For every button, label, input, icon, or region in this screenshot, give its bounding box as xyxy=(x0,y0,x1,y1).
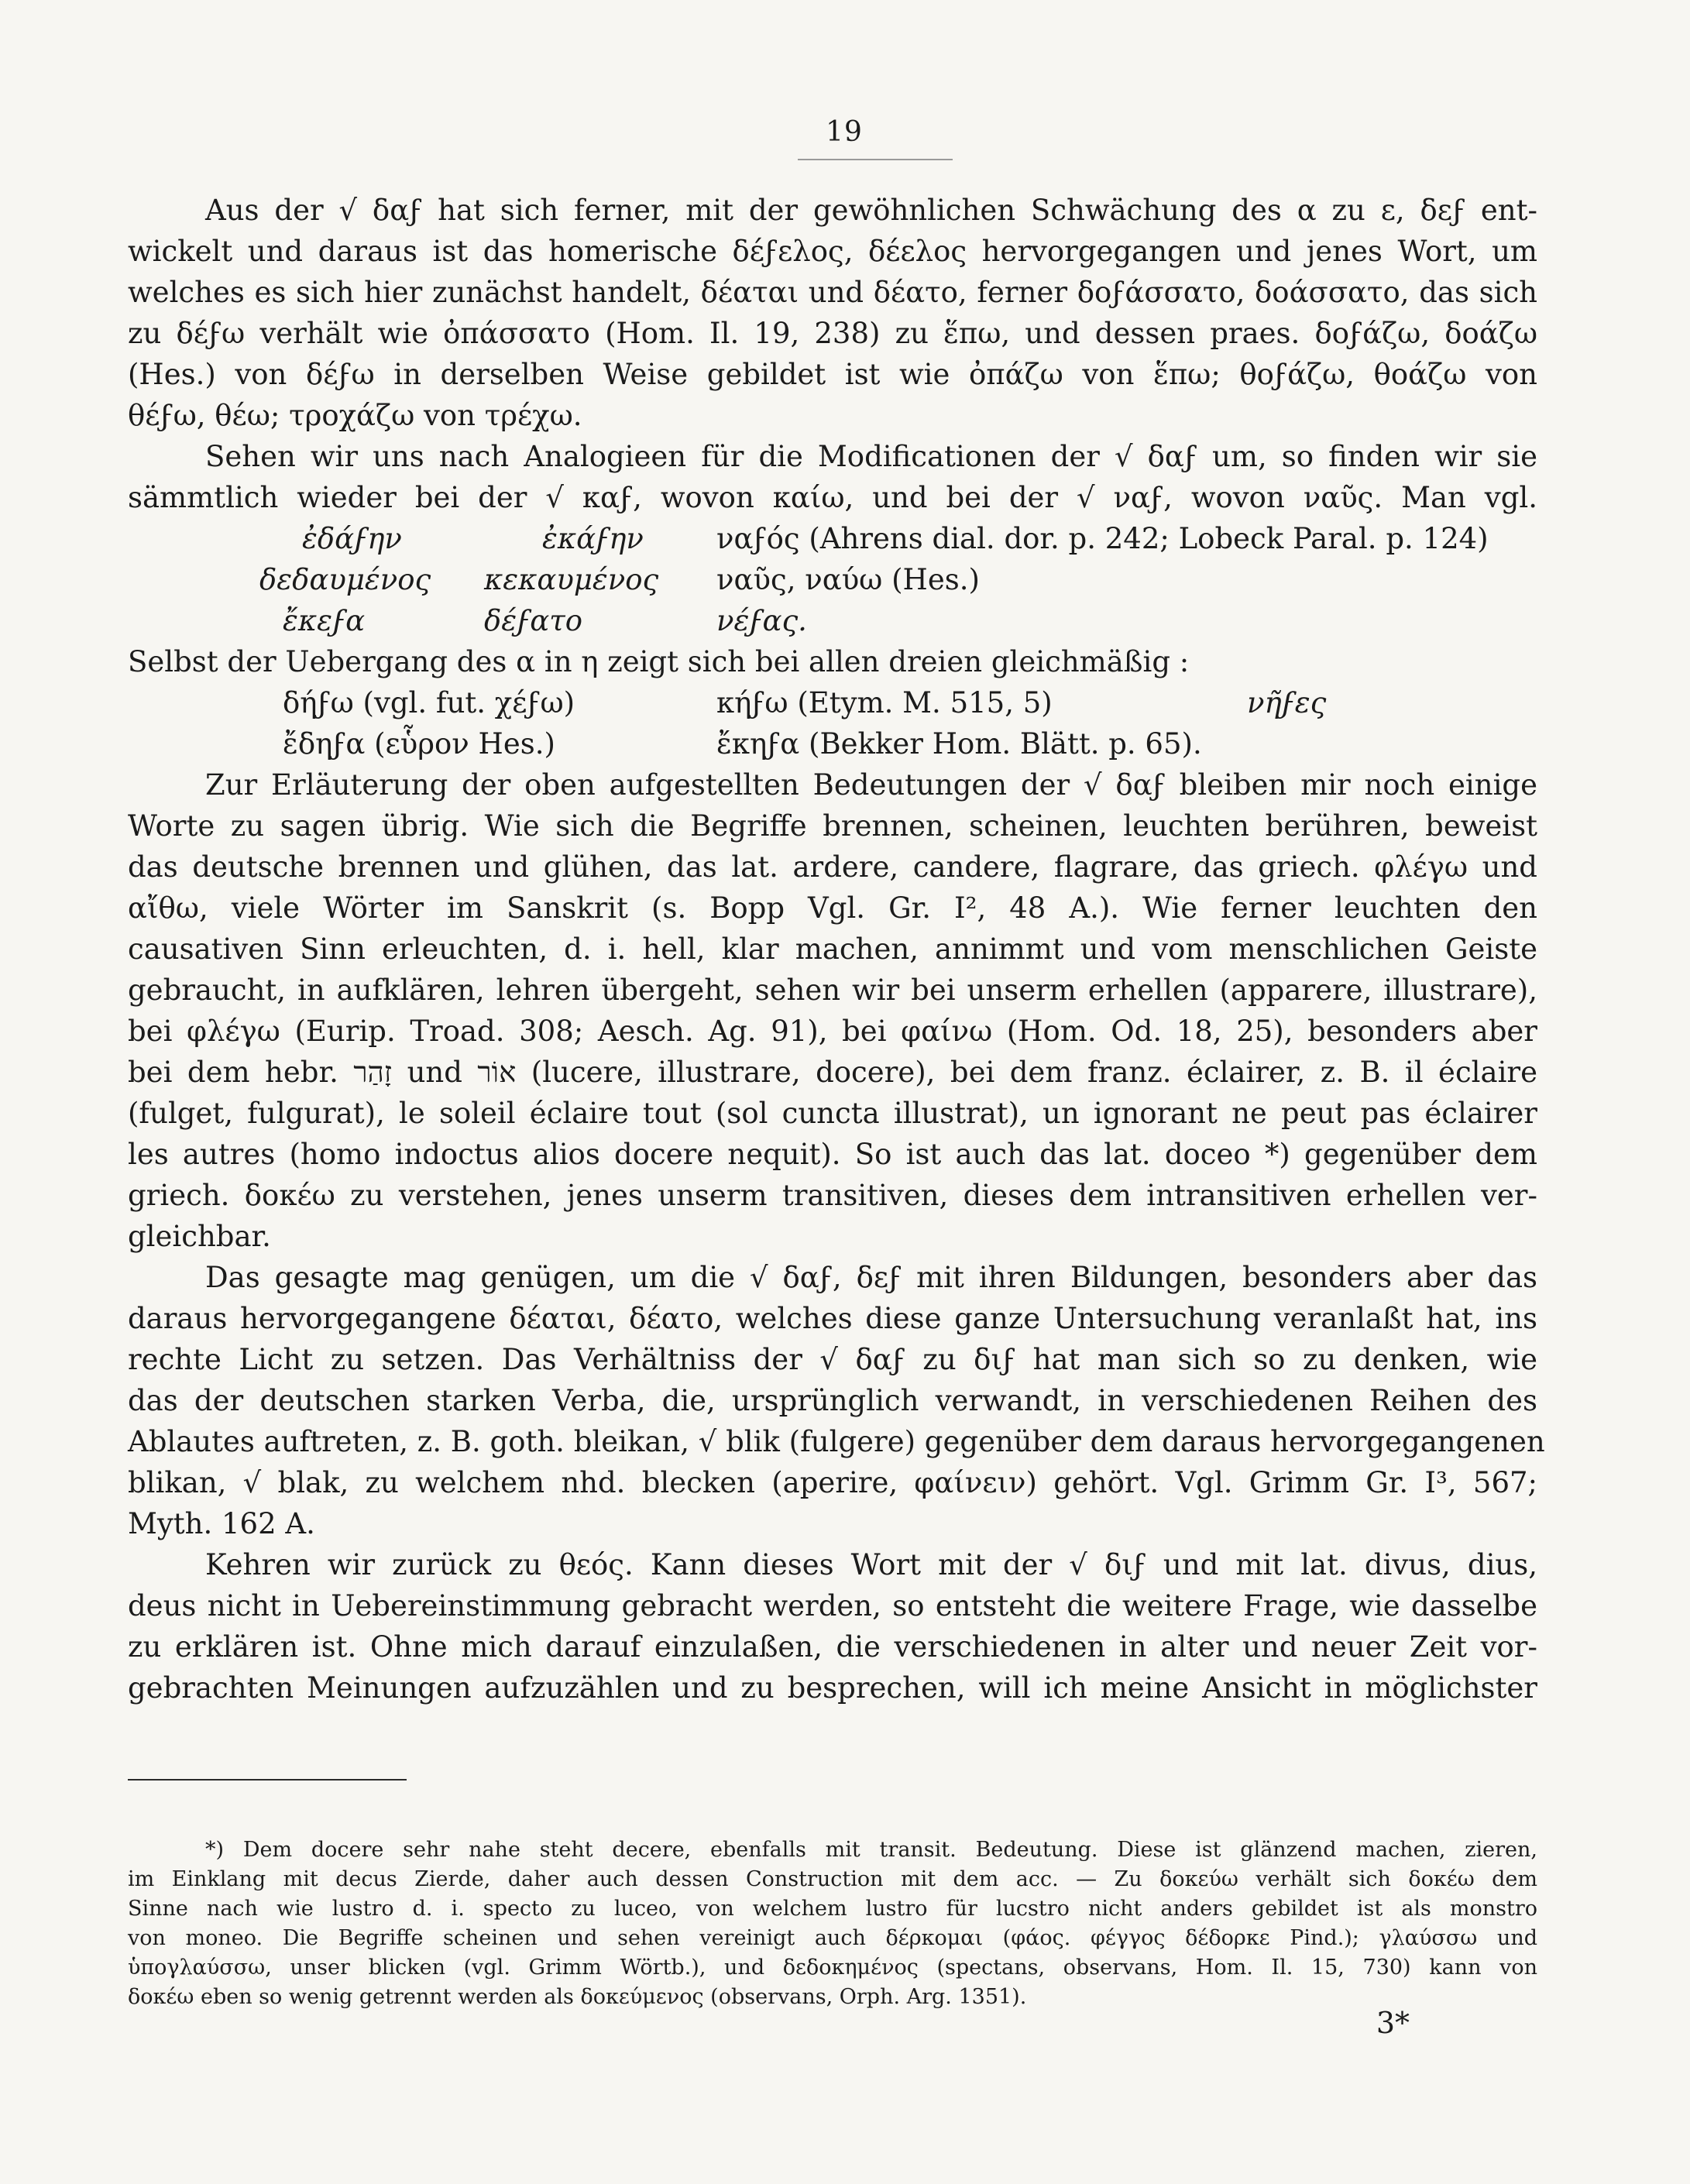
table-cell: ἐδάϝην xyxy=(302,522,402,555)
text-line: αἴθω, viele Wörter im Sanskrit (s. Bopp Vgl. Gr. I², 48 A.). Wie ferner leuchten den xyxy=(128,891,1537,925)
text-line: Worte zu sagen übrig. Wie sich die Begriffe brennen, scheinen, leuchten berühren, beweist xyxy=(128,809,1537,843)
footnote-line: ὑπογλαύσσω, unser blicken (vgl. Grimm Wörtb.), und δεδοκημένος (spectans, observans, Hom. Il. 15, 730) kann von xyxy=(128,1956,1537,1980)
text-line: gebraucht, in aufklären, lehren übergeht, sehen wir bei unserm erhellen (apparere, illustrare), xyxy=(128,974,1537,1007)
text-line: sämmtlich wieder bei der √ καϝ, wovon καίω, und bei der √ ναϝ, wovon ναῦς. Man vgl. xyxy=(128,481,1537,514)
text-line: Kehren wir zurück zu θεός. Kann dieses Wort mit der √ διϝ und mit lat. divus, dius, xyxy=(205,1548,1537,1581)
table-cell: ναῦς, ναύω (Hes.) xyxy=(716,563,980,596)
table-row xyxy=(128,600,1537,641)
page-number-rule xyxy=(798,159,953,160)
text-line: θέϝω, θέω; τροχάζω von τρέχω. xyxy=(128,399,582,432)
table-cell: δεδαυμένος xyxy=(259,563,431,596)
table-cell: κήϝω (Etym. M. 515, 5) xyxy=(716,686,1053,719)
table-cell: δήϝω (vgl. fut. χέϝω) xyxy=(283,686,575,719)
text-line: bei dem hebr. זָהַר und אוֹר (lucere, illustrare, docere), bei dem franz. éclairer, z. B. il éclaire xyxy=(128,1056,1537,1089)
text-line: gebrachten Meinungen aufzuzählen und zu besprechen, will ich meine Ansicht in möglichster xyxy=(128,1671,1537,1705)
text-line: das deutsche brennen und glühen, das lat. ardere, candere, flagrare, das griech. φλέγω und xyxy=(128,850,1537,884)
main-text xyxy=(128,190,1545,1708)
text-line: Das gesagte mag genügen, um die √ δαϝ, δεϝ mit ihren Bildungen, besonders aber das xyxy=(205,1261,1537,1294)
text-line: Sehen wir uns nach Analogieen für die Modificationen der √ δαϝ um, so finden wir sie xyxy=(205,440,1537,473)
text-line: causativen Sinn erleuchten, d. i. hell, klar machen, annimmt und vom menschlichen Geiste xyxy=(128,932,1537,966)
text-line: blikan, √ blak, zu welchem nhd. blecken (aperire, φαίνειν) gehört. Vgl. Grimm Gr. I³, 567; xyxy=(128,1466,1537,1499)
table-row xyxy=(128,682,1537,723)
text-line: les autres (homo indoctus alios docere nequit). So ist auch das lat. doceo *) gegenüber dem xyxy=(128,1138,1537,1171)
table-cell: ἐκάϝην xyxy=(542,522,644,555)
text-line: zu δέϝω verhält wie ὀπάσσατο (Hom. Il. 19, 238) zu ἕπω, und dessen praes. δοϝάζω, δοάζω xyxy=(128,317,1537,350)
table-cell: κεκαυμένος xyxy=(484,563,659,596)
table-cell: ἔκεϝα xyxy=(283,604,366,637)
table-cell: ἔδηϝα (εὗρον Hes.) xyxy=(283,727,555,761)
footnote-line: *) Dem docere sehr nahe steht decere, ebenfalls mit transit. Bedeutung. Diese ist glänzend machen, zieren, xyxy=(205,1838,1537,1862)
table-row xyxy=(128,518,1537,559)
footnote-line: δοκέω eben so wenig getrennt werden als δοκεύμενος (observans, Orph. Arg. 1351). xyxy=(128,1985,1027,2009)
text-line: daraus hervorgegangene δέαται, δέατο, welches diese ganze Untersuchung veranlaßt hat, ins xyxy=(128,1302,1537,1335)
text-line: zu erklären ist. Ohne mich darauf einzulaßen, die verschiedenen in alter und neuer Zeit vor- xyxy=(128,1630,1537,1664)
text-line: das der deutschen starken Verba, die, ursprünglich verwandt, in verschiedenen Reihen des xyxy=(128,1384,1537,1417)
text-line: rechte Licht zu setzen. Das Verhältniss der √ δαϝ zu διϝ hat man sich so zu denken, wie xyxy=(128,1343,1537,1376)
text-line: Selbst der Uebergang des α in η zeigt sich bei allen dreien gleichmäßig : xyxy=(128,645,1190,678)
text-line: bei φλέγω (Eurip. Troad. 308; Aesch. Ag. 91), bei φαίνω (Hom. Od. 18, 25), besonders aber xyxy=(128,1015,1537,1048)
text-line: deus nicht in Uebereinstimmung gebracht werden, so entsteht die weitere Frage, wie dasselbe xyxy=(128,1589,1537,1623)
table-cell: ἔκηϝα (Bekker Hom. Blätt. p. 65). xyxy=(716,727,1202,761)
text-line: (fulget, fulgurat), le soleil éclaire tout (sol cuncta illustrat), un ignorant ne peut pas éclairer xyxy=(128,1097,1537,1130)
table-row xyxy=(128,723,1537,764)
table-cell: ναϝός (Ahrens dial. dor. p. 242; Lobeck Paral. p. 124) xyxy=(716,522,1489,555)
text-line: gleichbar. xyxy=(128,1220,271,1253)
page-number: 19 xyxy=(826,116,863,148)
text-line: Zur Erläuterung der oben aufgestellten Bedeutungen der √ δαϝ bleiben mir noch einige xyxy=(205,768,1537,802)
table-cell: νέϝας. xyxy=(716,604,807,637)
table-row xyxy=(128,559,1537,600)
footnote-line: Sinne nach wie lustro d. i. specto zu luceo, von welchem lustro für lucstro nicht anders gebildet ist als monstro xyxy=(128,1897,1537,1921)
text-line: Ablautes auftreten, z. B. goth. bleikan, √ blik (fulgere) gegenüber dem daraus hervorgegangenen xyxy=(128,1425,1545,1458)
signature-mark: 3* xyxy=(1376,2006,1410,2040)
footnote-rule xyxy=(128,1779,407,1781)
footnote xyxy=(128,1835,1537,2012)
footnote-line: im Einklang mit decus Zierde, daher auch dessen Construction mit dem acc. — Zu δοκεύω verhält sich δοκέω dem xyxy=(128,1867,1537,1891)
footnote-line: von moneo. Die Begriffe scheinen und sehen vereinigt auch δέρκομαι (φάος. φέγγος δέδορκε Pind.); γλαύσσω und xyxy=(128,1926,1537,1950)
text-line: welches es sich hier zunächst handelt, δέαται und δέατο, ferner δοϝάσσατο, δοάσσατο, das sich xyxy=(128,276,1537,309)
table-cell: δέϝατο xyxy=(484,604,582,637)
table-cell: νῆϝες xyxy=(1247,686,1327,719)
text-line: wickelt und daraus ist das homerische δέϝελος, δέελος hervorgegangen und jenes Wort, um xyxy=(128,235,1537,268)
text-line: Myth. 162 A. xyxy=(128,1507,315,1540)
text-line: griech. δοκέω zu verstehen, jenes unserm transitiven, dieses dem intransitiven erhellen ver- xyxy=(128,1179,1537,1212)
text-line: Aus der √ δαϝ hat sich ferner, mit der gewöhnlichen Schwächung des α zu ε, δεϝ ent- xyxy=(205,194,1537,227)
text-line: (Hes.) von δέϝω in derselben Weise gebildet ist wie ὀπάζω von ἕπω; θοϝάζω, θοάζω von xyxy=(128,358,1537,391)
